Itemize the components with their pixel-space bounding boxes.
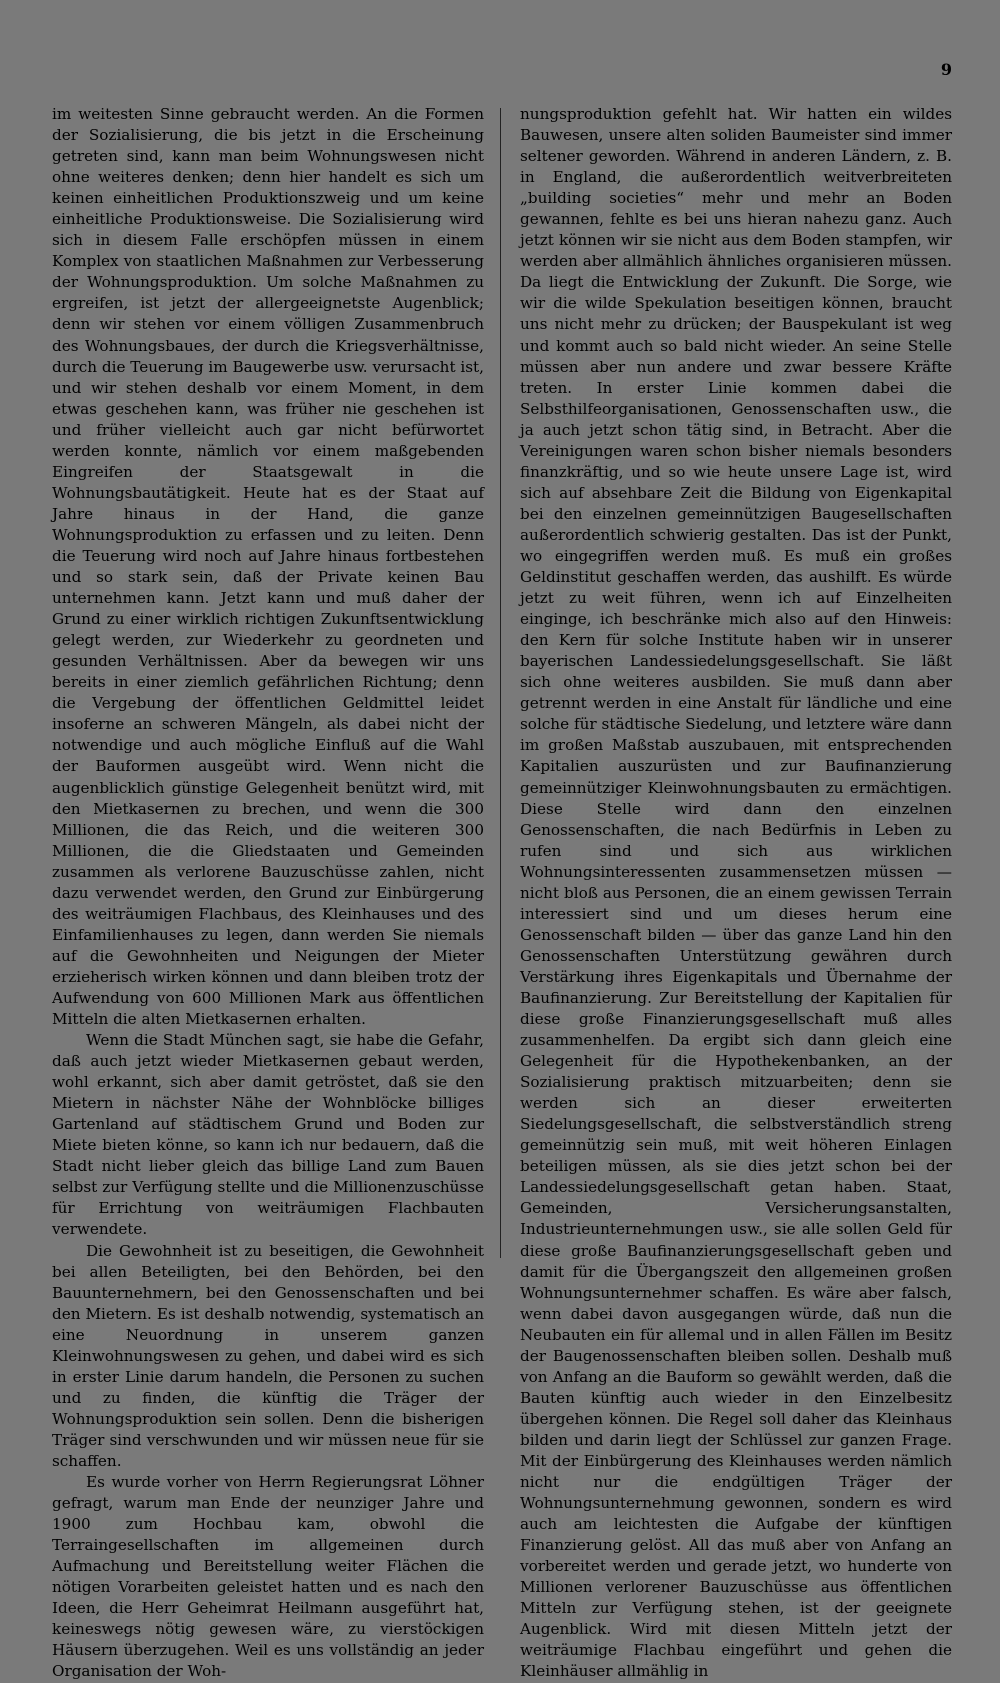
paragraph: Die Gewohnheit ist zu beseitigen, die Gewohnheit bei allen Beteiligten, bei den Behörden, bei den Bauunternehmern, bei den Genossenschaften und bei den Mietern. Es ist deshalb notwendig, systematisch an eine Neuordnung in unserem ganzen Kleinwohnungswesen zu gehen, und dabei wird es sich in erster Linie darum handeln, die Personen zu suchen und zu finden, die künftig die Träger der Wohnungsproduktion sein sollen. Denn die bisherigen Träger sind verschwunden und wir müssen neue für sie schaffen. [52, 1241, 484, 1470]
paragraph: im weitesten Sinne gebraucht werden. An die Formen der Sozialisierung, die bis jetzt in die Erscheinung getreten sind, kann man beim Wohnungswesen nicht ohne weiteres denken; denn hier handelt es sich um keinen einheitlichen Produktionszweig und um keine einheitliche Produktionsweise. Die Sozialisierung wird sich in diesem Falle erschöpfen müssen in einem Komplex von staatlichen Maßnahmen zur Verbesserung der Wohnungsproduktion. Um solche Maßnahmen zu ergreifen, ist jetzt der allergeeignetste Augenblick; denn wir stehen vor einem völligen Zusammenbruch des Wohnungsbaues, der durch die Kriegsverhältnisse, durch die Teuerung im Baugewerbe usw. verursacht ist, und wir stehen deshalb vor einem Moment, in dem etwas geschehen kann, was früher nie geschehen ist und früher vielleicht auch gar nicht befürwortet werden konnte, nämlich vor einem maßgebenden Eingreifen der Staatsgewalt in die Wohnungsbautätigkeit. Heute hat es der Staat auf Jahre hinaus in der Hand, die ganze Wohnungsproduktion zu erfassen und zu leiten. Denn die Teuerung wird noch auf Jahre hinaus fortbestehen und so stark sein, daß der Private keinen Bau unternehmen kann. Jetzt kann und muß daher der Grund zu einer wirklich richtigen Zukunftsentwicklung gelegt werden, zur Wiederkehr zu geordneten und gesunden Verhältnissen. Aber da bewegen wir uns bereits in einer ziemlich gefährlichen Richtung; denn die Vergebung der öffentlichen Geldmittel leidet insoferne an schweren Mängeln, als dabei nicht der notwendige und auch mögliche Einfluß auf die Wahl der Bauformen ausgeübt wird. Wenn nicht die augenblicklich günstige Gelegenheit benützt wird, mit den Mietkasernen zu brechen, und wenn die 300 Millionen, die das Reich, und die weiteren 300 Millionen, die die Gliedstaaten und Gemeinden zusammen als verlorene Bauzuschüsse zahlen, nicht dazu verwendet werden, den Grund zur Einbürgerung des weiträumigen Flachbaus, des Kleinhauses und des Einfamilienhauses zu legen, dann werden Sie niemals auf die Gewohnheiten und Neigungen der Mieter erzieherisch wirken können und dann bleiben trotz der Aufwendung von 600 Millionen Mark aus öffentlichen Mitteln die alten Mietkasernen erhalten. [52, 105, 484, 1029]
paragraph: Wenn die Stadt München sagt, sie habe die Gefahr, daß auch jetzt wieder Mietkasernen gebaut werden, wohl erkannt, sich aber damit getröstet, daß sie den Mietern in nächster Nähe der Wohnblöcke billiges Gartenland auf städtischem Grund und Boden zur Miete bieten könne, so kann ich nur bedauern, daß die Stadt nicht lieber gleich das billige Land zum Bauen selbst zur Verfügung stellte und die Millionenzuschüsse für Errichtung von weiträumigen Flachbauten verwendete. [52, 1031, 484, 1239]
paragraph: Es wurde vorher von Herrn Regierungsrat Löhner gefragt, warum man Ende der neunziger Jahre und 1900 zum Hochbau kam, obwohl die Terraingesellschaften im allgemeinen durch Aufmachung und Bereitstellung weiter Flächen die nötigen Vorarbeiten geleistet hatten und es nach den Ideen, die Herr Geheimrat Heilmann ausgeführt hat, keineswegs nötig gewesen wäre, zu vierstöckigen Häusern überzugehen. Weil es uns vollständig an jeder Organisation der Woh- [52, 1473, 484, 1681]
paragraph: nungsproduktion gefehlt hat. Wir hatten ein wildes Bauwesen, unsere alten soliden Baumeister sind immer seltener geworden. Während in anderen Ländern, z. B. in England, die außerordentlich weitverbreiteten „building societies“ mehr und mehr an Boden gewannen, fehlte es bei uns hieran nahezu ganz. Auch jetzt können wir sie nicht aus dem Boden stampfen, wir werden aber allmählich ähnliches organisieren müssen. Da liegt die Entwicklung der Zukunft. Die Sorge, wie wir die wilde Spekulation beseitigen können, braucht uns nicht mehr zu drücken; der Bauspekulant ist weg und kommt auch so bald nicht wieder. An seine Stelle müssen aber nun andere und zwar bessere Kräfte treten. In erster Linie kommen dabei die Selbsthilfeorganisationen, Genossenschaften usw., die ja auch jetzt schon tätig sind, in Betracht. Aber die Vereinigungen waren schon bisher niemals besonders finanzkräftig, und so wie heute unsere Lage ist, wird sich auf absehbare Zeit die Bildung von Eigenkapital bei den einzelnen gemeinnützigen Baugesellschaften außerordentlich schwierig gestalten. Das ist der Punkt, wo eingegriffen werden muß. Es muß ein großes Geldinstitut geschaffen werden, das aushilft. Es würde jetzt zu weit führen, wenn ich auf Einzelheiten einginge, ich beschränke mich also auf den Hinweis: den Kern für solche Institute haben wir in unserer bayerischen Landessiedelungsgesellschaft. Sie läßt sich ohne weiteres ausbilden. Sie muß dann aber getrennt werden in eine Anstalt für ländliche und eine solche für städtische Siedelung, und letztere wäre dann im großen Maßstab auszubauen, mit entsprechenden Kapitalien auszurüsten und zur Baufinanzierung gemeinnütziger Kleinwohnungsbauten zu ermächtigen. Diese Stelle wird dann den einzelnen Genossenschaften, die nach Bedürfnis in Leben zu rufen sind und sich aus wirklichen Wohnungsinteressenten zusammensetzen müssen — nicht bloß aus Personen, die an einem gewissen Terrain interessiert sind und um dieses herum eine Genossenschaft bilden — über das ganze Land hin den Genossenschaften Unterstützung gewähren durch Verstärkung ihres Eigenkapitals und Übernahme der Baufinanzierung. Zur Bereitstellung der Kapitalien für diese große Finanzierungsgesellschaft muß alles zusammenhelfen. Da ergibt sich dann gleich eine Gelegenheit für die Hypothekenbanken, an der Sozialisierung praktisch mitzuarbeiten; denn sie werden sich an dieser erweiterten Siedelungsgesellschaft, die selbstverständlich streng gemeinnützig sein muß, mit weit höheren Einlagen beteiligen müssen, als sie dies jetzt schon bei der Landessiedelungsgesellschaft getan haben. Staat, Gemeinden, Versicherungsanstalten, Industrieunternehmungen usw., sie alle sollen Geld für diese große Baufinanzierungsgesellschaft geben und damit für die Übergangszeit den allgemeinen großen Wohnungsunternehmer schaffen. Es wäre aber falsch, wenn dabei davon ausgegangen würde, daß nun die Neubauten ein für allemal und in allen Fällen im Besitz der Baugenossenschaften bleiben sollen. Deshalb muß von Anfang an die Bauform so gewählt werden, daß die Bauten künftig auch wieder in den Einzelbesitz übergehen können. Die Regel soll daher das Kleinhaus bilden und darin liegt der Schlüssel zur ganzen Frage. Mit der Einbürgerung des Kleinhauses werden nämlich nicht nur die endgültigen Träger der Wohnungsunternehmung gewonnen, sondern es wird auch am leichtesten die Aufgabe der künftigen Finanzierung gelöst. All das muß aber von Anfang an vorbereitet werden und gerade jetzt, wo hunderte von Millionen verlorener Bauzuschüsse aus öffentlichen Mitteln zur Verfügung stehen, ist der geeignete Augenblick. Wird mit diesen Mitteln jetzt der weiträumige Flachbau eingeführt und gehen die Kleinhäuser allmählig in [520, 105, 952, 1681]
column-divider [500, 108, 501, 1258]
left-column [52, 104, 484, 1683]
right-column [520, 104, 952, 1683]
page-number: 9 [940, 60, 952, 79]
